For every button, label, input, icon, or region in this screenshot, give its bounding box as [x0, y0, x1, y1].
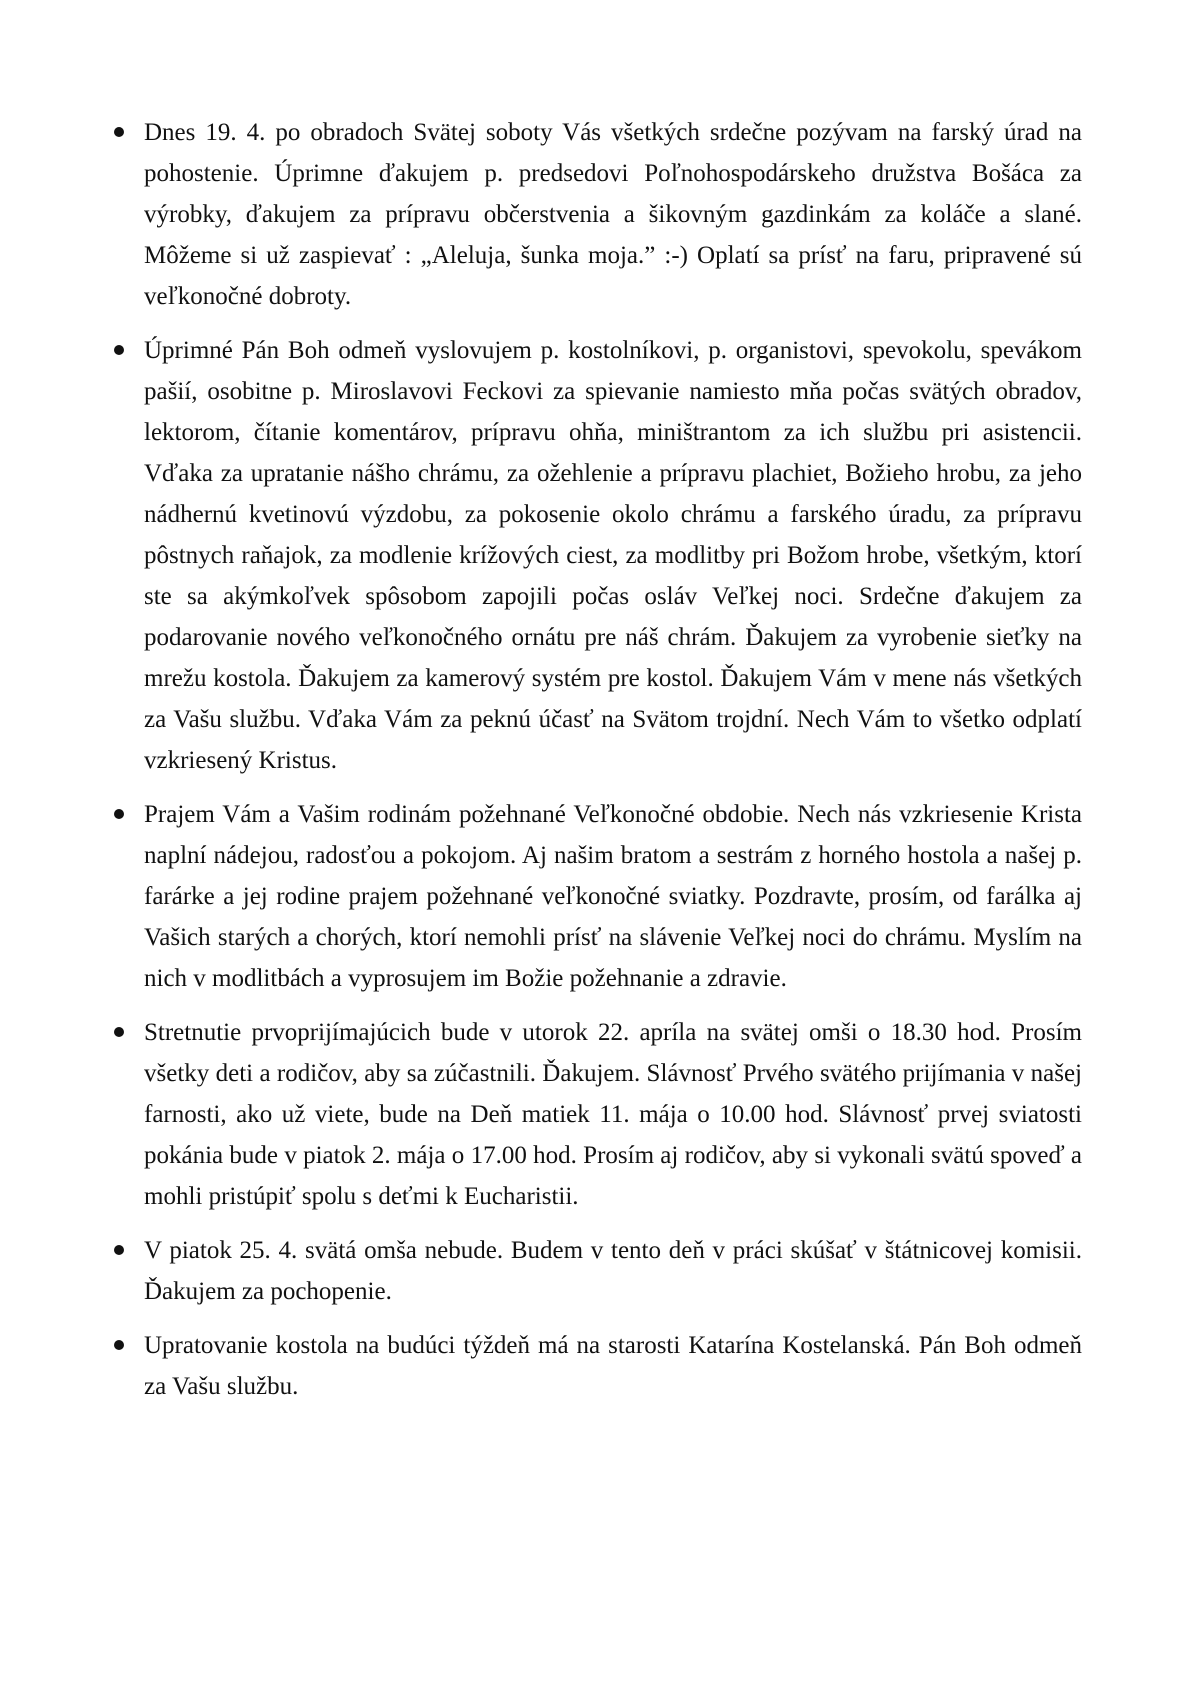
announcements-list [104, 112, 1082, 1407]
list-item [104, 112, 1082, 317]
bullet-icon [114, 809, 124, 819]
announcement-text: Úprimné Pán Boh odmeň vyslovujem p. kostolníkovi, p. organistovi, spevokolu, spevákom pašií, osobitne p. Miroslavovi Feckovi za spievanie namiesto mňa počas svätých obradov, lektorom, čítanie komentárov, prípravu ohňa, miništrantom za ich službu pri asistencii. Vďaka za upratanie nášho chrámu, za ožehlenie a prípravu plachiet, Božieho hrobu, za jeho nádhernú kvetinovú výzdobu, za pokosenie okolo chrámu a farského úradu, za prípravu pôstnych raňajok, za modlenie krížových ciest, za modlitby pri Božom hrobe, všetkým, ktorí ste sa akýmkoľvek spôsobom zapojili počas osláv Veľkej noci. Srdečne ďakujem za podarovanie nového veľkonočného ornátu pre náš chrám. Ďakujem za vyrobenie sieťky na mrežu kostola. Ďakujem za kamerový systém pre kostol. Ďakujem Vám v mene nás všetkých za Vašu službu. Vďaka Vám za peknú účasť na Svätom trojdní. Nech Vám to všetko odplatí vzkriesený Kristus. [144, 337, 1082, 774]
list-item [104, 1230, 1082, 1312]
list-item [104, 1012, 1082, 1217]
document-body [104, 112, 1082, 1420]
announcement-text: V piatok 25. 4. svätá omša nebude. Budem v tento deň v práci skúšať v štátnicovej komisii. Ďakujem za pochopenie. [144, 1237, 1082, 1305]
announcement-text: Prajem Vám a Vašim rodinám požehnané Veľkonočné obdobie. Nech nás vzkriesenie Krista naplní nádejou, radosťou a pokojom. Aj našim bratom a sestrám z horného hostola a našej p. farárke a jej rodine prajem požehnané veľkonočné sviatky. Pozdravte, prosím, od farálka aj Vašich starých a chorých, ktorí nemohli prísť na slávenie Veľkej noci do chrámu. Myslím na nich v modlitbách a vyprosujem im Božie požehnanie a zdravie. [144, 801, 1082, 992]
bullet-icon [114, 1340, 124, 1350]
bullet-icon [114, 345, 124, 355]
list-item [104, 330, 1082, 781]
announcement-text: Dnes 19. 4. po obradoch Svätej soboty Vás všetkých srdečne pozývam na farský úrad na pohostenie. Úprimne ďakujem p. predsedovi Poľnohospodárskeho družstva Bošáca za výrobky, ďakujem za prípravu občerstvenia a šikovným gazdinkám za koláče a slané. Môžeme si už zaspievať : „Aleluja, šunka moja.” :-) Oplatí sa prísť na faru, pripravené sú veľkonočné dobroty. [144, 119, 1082, 310]
bullet-icon [114, 1027, 124, 1037]
bullet-icon [114, 1245, 124, 1255]
bullet-icon [114, 127, 124, 137]
list-item [104, 794, 1082, 999]
announcement-text: Stretnutie prvoprijímajúcich bude v utorok 22. apríla na svätej omši o 18.30 hod. Prosím všetky deti a rodičov, aby sa zúčastnili. Ďakujem. Slávnosť Prvého svätého prijímania v našej farnosti, ako už viete, bude na Deň matiek 11. mája o 10.00 hod. Slávnosť prvej sviatosti pokánia bude v piatok 2. mája o 17.00 hod. Prosím aj rodičov, aby si vykonali svätú spoveď a mohli pristúpiť spolu s deťmi k Eucharistii. [144, 1019, 1082, 1210]
list-item [104, 1325, 1082, 1407]
announcement-text: Upratovanie kostola na budúci týždeň má na starosti Katarína Kostelanská. Pán Boh odmeň za Vašu službu. [144, 1332, 1082, 1400]
